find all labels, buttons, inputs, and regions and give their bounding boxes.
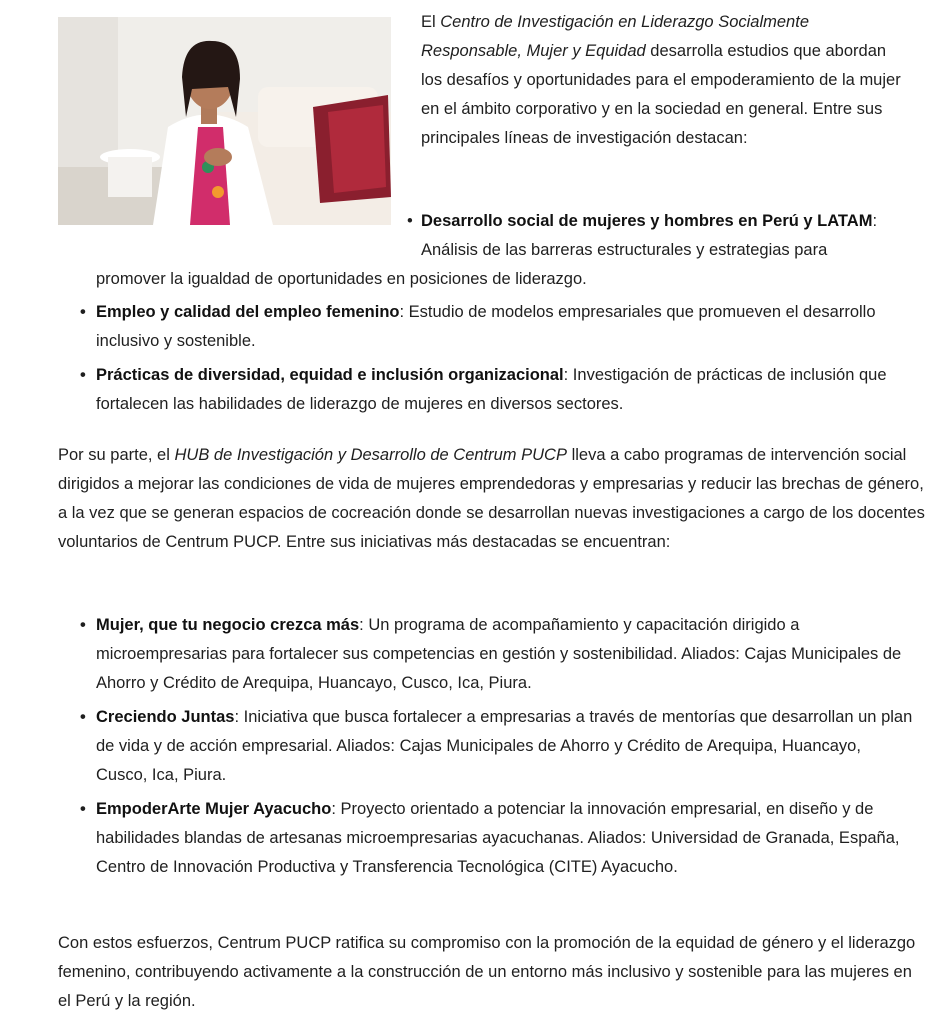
- hub-post: lleva a cabo programas de intervención social dirigidos a mejorar las condiciones de vida de mujeres emprendedoras y empresarias y reducir las brechas de género, a la vez que se generan espacios de cocreación donde se desarrollan nuevas investigaciones a cargo de los docentes voluntarios de Centrum PUCP. Entre sus iniciativas más destacadas se encuentran:: [58, 446, 925, 551]
- initiative-text: : Un programa de acompañamiento y capacitación dirigido a microempresarias para fortalecer sus competencias en gestión y sostenibilidad. Aliados: Cajas Municipales de Ahorro y Crédito de Arequipa, Huancayo, Cusco, Ica, Piura.: [96, 616, 902, 692]
- hub-name: HUB de Investigación y Desarrollo de Centrum PUCP: [174, 446, 567, 464]
- research-line-item: [96, 298, 916, 356]
- research-line-title: Empleo y calidad del empleo femenino: [96, 303, 400, 321]
- research-line-text: : Análisis de las barreras estructurales y estrategias para: [421, 212, 878, 259]
- initiative-title: Mujer, que tu negocio crezca más: [96, 616, 360, 634]
- research-line-item: [96, 207, 896, 294]
- initiative-title: EmpoderArte Mujer Ayacucho: [96, 800, 332, 818]
- bullet-icon: •: [407, 212, 413, 230]
- intro-paragraph: [421, 8, 911, 153]
- closing-paragraph: Con estos esfuerzos, Centrum PUCP ratifica su compromiso con la promoción de la equidad de género y el liderazgo femenino, contribuyendo activamente a la construcción de un entorno más inclusivo y sostenible para las mujeres en el Perú y la región.: [58, 934, 916, 1010]
- research-line-text: : Investigación de prácticas de inclusión que fortalecen las habilidades de liderazgo de mujeres en diversos sectores.: [96, 366, 887, 413]
- research-line-text-cont: promover la igualdad de oportunidades en posiciones de liderazgo.: [96, 270, 587, 288]
- photo-illustration: [58, 17, 391, 225]
- woman-speaking-photo: [58, 17, 391, 225]
- intro-pre: El: [421, 13, 441, 31]
- initiative-title: Creciendo Juntas: [96, 708, 235, 726]
- initiative-text: : Iniciativa que busca fortalecer a empresarias a través de mentorías que desarrollan un plan de vida y de acción empresarial. Aliados: Cajas Municipales de Ahorro y Crédito de Arequipa, Huancayo, Cusco, Ica, Piura.: [96, 708, 913, 784]
- initiative-item: [96, 703, 916, 790]
- hub-paragraph: [58, 441, 928, 557]
- initiative-text: : Proyecto orientado a potenciar la innovación empresarial, en diseño y de habilidades blandas de artesanas microempresarias ayacuchanas. Aliados: Universidad de Granada, España, Centro de Innovación Productiva y Transferencia Tecnológica (CITE) Ayacucho.: [96, 800, 900, 876]
- initiatives-list: [96, 611, 916, 887]
- research-line-title: Desarrollo social de mujeres y hombres en Perú y LATAM: [421, 212, 873, 230]
- research-line-title: Prácticas de diversidad, equidad e inclusión organizacional: [96, 366, 564, 384]
- intro-post: desarrolla estudios que abordan los desafíos y oportunidades para el empoderamiento de la mujer en el ámbito corporativo y en la sociedad en general. Entre sus principales líneas de investigación destacan:: [421, 42, 901, 147]
- initiative-item: [96, 611, 916, 698]
- research-line-item: [96, 361, 916, 419]
- research-lines-list: [96, 298, 916, 424]
- center-name: Centro de Investigación en Liderazgo Socialmente Responsable, Mujer y Equidad: [421, 13, 809, 60]
- hub-pre: Por su parte, el: [58, 446, 175, 464]
- research-line-text: : Estudio de modelos empresariales que promueven el desarrollo inclusivo y sostenible.: [96, 303, 876, 350]
- initiative-item: [96, 795, 916, 882]
